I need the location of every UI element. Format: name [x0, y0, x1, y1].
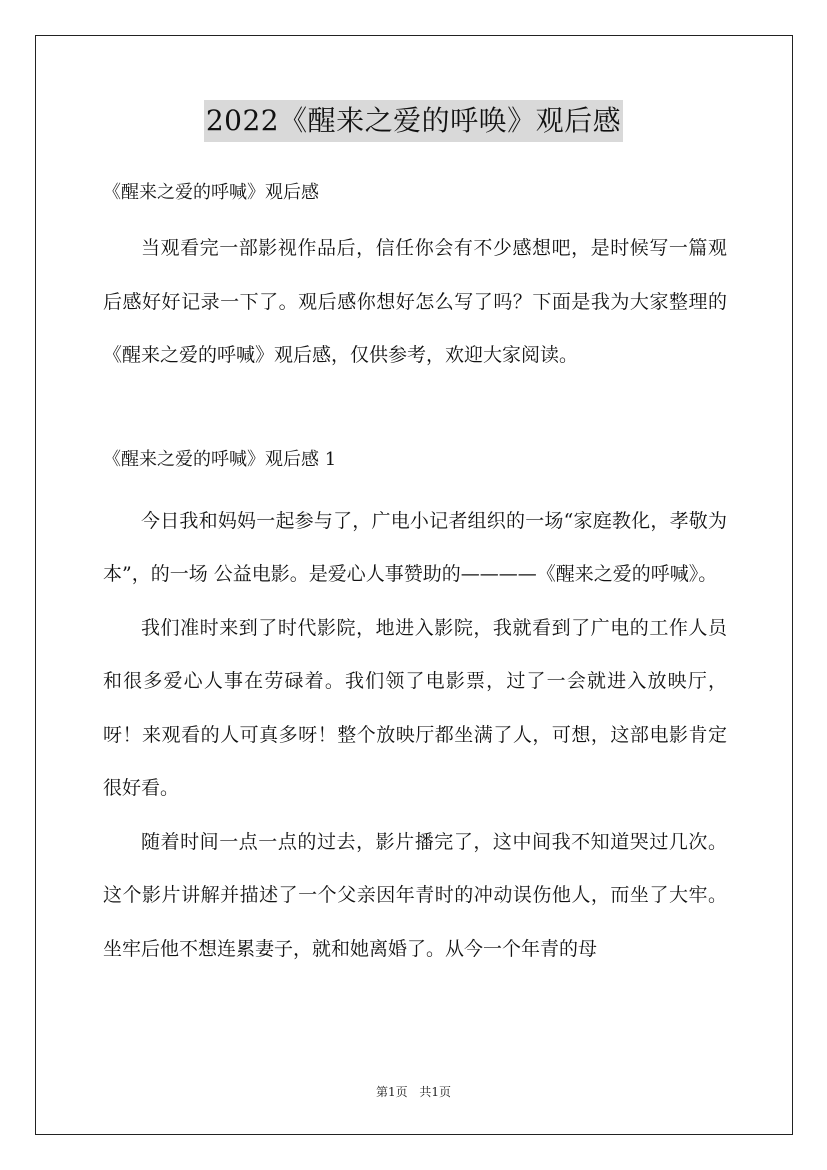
title-container	[0, 100, 827, 142]
document-title: 2022《醒来之爱的呼唤》观后感	[204, 100, 623, 142]
body-paragraph-3: 随着时间一点一点的过去，影片播完了，这中间我不知道哭过几次。这个影片讲解并描述了一个父亲因年青时的冲动误伤他人，而坐了大牢。坐牢后他不想连累妻子，就和她离婚了。从今一个年青的母	[103, 830, 727, 960]
page-number: 第1页	[375, 1085, 408, 1099]
page-footer	[0, 1083, 827, 1101]
document-body	[103, 180, 727, 976]
intro-paragraph: 当观看完一部影视作品后，信任你会有不少感想吧，是时候写一篇观后感好好记录一下了。观后感你想好怎么写了吗？下面是我为大家整理的《醒来之爱的呼喊》观后感，仅供参考，欢迎大家阅读。	[103, 237, 727, 366]
section-heading-1: 《醒来之爱的呼喊》观后感 1	[103, 448, 337, 470]
page-total: 共1页	[419, 1085, 452, 1099]
body-paragraph-1: 今日我和妈妈一起参与了，广电小记者组织的一场“家庭教化，孝敬为本”，的一场 公益电影。是爱心人事赞助的————《醒来之爱的呼喊》。	[103, 509, 727, 585]
body-paragraph-2: 我们准时来到了时代影院，地进入影院，我就看到了广电的工作人员和很多爱心人事在劳碌着。我们领了电影票，过了一会就进入放映厅，呀！来观看的人可真多呀！整个放映厅都坐满了人，可想，这部电影肯定很好看。	[103, 616, 727, 799]
section-heading-intro: 《醒来之爱的呼喊》观后感	[103, 182, 319, 203]
